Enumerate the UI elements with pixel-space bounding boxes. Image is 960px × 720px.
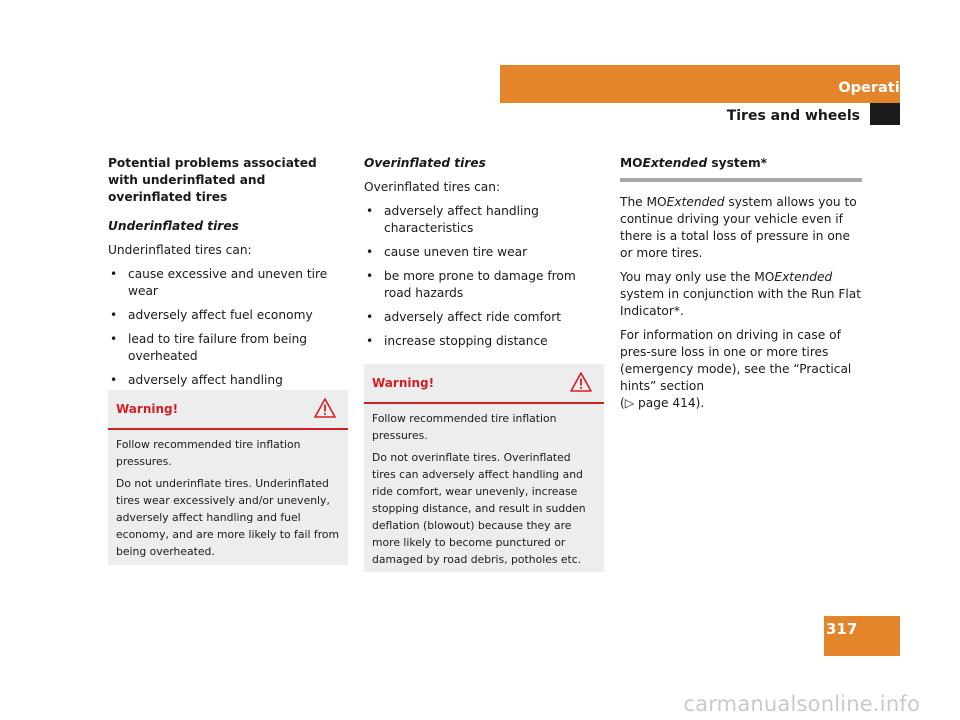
list-item: • cause excessive and uneven tire wear bbox=[108, 266, 350, 300]
heading-rule bbox=[620, 178, 862, 182]
paragraph-moextended-usage bbox=[620, 269, 862, 320]
watermark: carmanualsonline.info bbox=[683, 692, 920, 716]
heading-part: system* bbox=[707, 156, 768, 170]
subheading-underinflated: Underinflated tires bbox=[108, 219, 239, 233]
warning-box-underinflated bbox=[108, 390, 348, 565]
list-item: • adversely affect handling characteristics bbox=[364, 203, 606, 237]
section-title: Operation bbox=[838, 80, 920, 96]
warning-triangle-icon bbox=[570, 372, 592, 396]
subheading-overinflated: Overinflated tires bbox=[364, 156, 486, 170]
text-part: You may only use the MO bbox=[620, 270, 775, 284]
paragraph-emergency-mode bbox=[620, 327, 862, 412]
subsection-title: Tires and wheels bbox=[726, 108, 860, 124]
list-item: • adversely affect handling bbox=[108, 372, 350, 406]
list-item: • adversely affect fuel economy bbox=[108, 307, 350, 324]
warning-paragraph: Do not underinflate tires. Underinflated tires wear excessively and/or unevenly, adversely affect handling and fuel economy, and are more likely to fail from being overheated. bbox=[116, 477, 340, 558]
intro-overinflated: Overinflated tires can: bbox=[364, 180, 501, 194]
paragraph-moextended-intro bbox=[620, 194, 862, 262]
warning-header bbox=[108, 390, 348, 430]
left-column bbox=[108, 155, 350, 413]
heading-part: Extended bbox=[642, 156, 708, 170]
list-item: • increase stopping distance bbox=[364, 333, 606, 350]
warning-header bbox=[364, 364, 604, 404]
text-part: Extended bbox=[774, 270, 833, 284]
text-part: system allows you to continue driving your vehicle even if there is a total loss of pressure in one or more tires. bbox=[620, 195, 857, 260]
text-part: For information on driving in case of pres-sure loss in one or more tires (emergency mode), see the “Practical hints” section bbox=[620, 328, 852, 393]
list-item: • cause uneven tire wear bbox=[364, 244, 606, 261]
warning-paragraph: Follow recommended tire inflation pressures. bbox=[116, 438, 301, 468]
heading-part: MO bbox=[620, 156, 643, 170]
overinflated-list bbox=[364, 203, 606, 350]
warning-body bbox=[364, 404, 604, 579]
list-item: • lead to tire failure from being overheated bbox=[108, 331, 350, 365]
text-part: The MO bbox=[620, 195, 667, 209]
text-part: system in conjunction with the Run Flat Indicator*. bbox=[620, 287, 862, 318]
middle-column bbox=[364, 155, 606, 357]
page-reference-link[interactable]: (▷ page 414). bbox=[620, 396, 705, 410]
warning-body bbox=[108, 430, 348, 571]
warning-paragraph: Follow recommended tire inflation pressures. bbox=[372, 412, 557, 442]
intro-underinflated: Underinflated tires can: bbox=[108, 243, 252, 257]
heading-moextended bbox=[620, 155, 862, 172]
heading-potential-problems: Potential problems associated with underinflated and overinflated tires bbox=[108, 156, 317, 204]
right-column bbox=[620, 155, 862, 419]
warning-triangle-icon bbox=[314, 398, 336, 422]
underinflated-list bbox=[108, 266, 350, 406]
list-item: • adversely affect ride comfort bbox=[364, 309, 606, 326]
warning-box-overinflated bbox=[364, 364, 604, 572]
list-item: • be more prone to damage from road hazards bbox=[364, 268, 606, 302]
warning-title: Warning! bbox=[116, 402, 179, 416]
warning-paragraph: Do not overinflate tires. Overinflated tires can adversely affect handling and ride comfort, wear unevenly, increase stopping distance, and result in sudden deflation (blowout) because they are more likely to become punctured or damaged by road debris, potholes etc. bbox=[372, 451, 586, 566]
warning-title: Warning! bbox=[372, 376, 435, 390]
header-marker bbox=[870, 103, 900, 125]
page-number: 317 bbox=[826, 620, 858, 638]
text-part: Extended bbox=[666, 195, 725, 209]
